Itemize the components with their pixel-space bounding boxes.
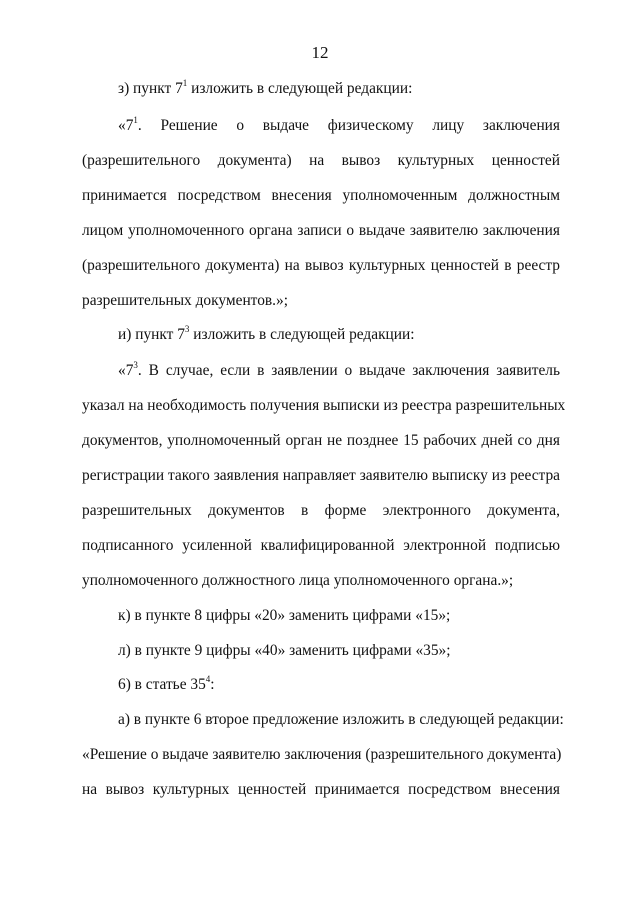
text-line: документов, уполномоченный орган не позднее 15 рабочих дней со дня bbox=[82, 432, 560, 449]
text-line: а) в пункте 6 второе предложение изложить в следующей редакции: bbox=[118, 711, 564, 728]
text-line: лицом уполномоченного органа записи о выдаче заявителю заключения bbox=[82, 222, 560, 239]
text-line: л) в пункте 9 цифры «40» заменить цифрами «35»; bbox=[118, 642, 451, 659]
text-line: «$7^3$. В случае, если в заявлении о выдаче заключения заявитель bbox=[118, 360, 560, 379]
text-line: уполномоченного должностного лица уполномоченного органа.»; bbox=[82, 572, 514, 589]
text-line: к) в пункте 8 цифры «20» заменить цифрами «15»; bbox=[118, 607, 451, 624]
text-line: указал на необходимость получения выписки из реестра разрешительных bbox=[82, 397, 566, 414]
text-line: принимается посредством внесения уполномоченным должностным bbox=[82, 187, 560, 204]
text-line: «$7^1$. Решение о выдаче физическому лицу заключения bbox=[118, 115, 560, 134]
text-line: «Решение о выдаче заявителю заключения (разрешительного документа) bbox=[82, 746, 562, 763]
text-line: подписанного усиленной квалифицированной электронной подписью bbox=[82, 537, 560, 554]
text-line: и) пункт $7^3$ изложить в следующей редакции: bbox=[118, 324, 415, 343]
text-line: з) пункт $7^1$ изложить в следующей редакции: bbox=[118, 78, 413, 97]
text-line: на вывоз культурных ценностей принимается посредством внесения bbox=[82, 781, 560, 798]
text-line: (разрешительного документа) на вывоз культурных ценностей bbox=[82, 152, 560, 169]
text-line: (разрешительного документа) на вывоз культурных ценностей в реестр bbox=[82, 257, 560, 274]
text-line: регистрации такого заявления направляет заявителю выписку из реестра bbox=[82, 467, 560, 484]
text-line: разрешительных документов в форме электронного документа, bbox=[82, 502, 560, 519]
page-number: 12 bbox=[311, 43, 329, 62]
text-line: разрешительных документов.»; bbox=[82, 292, 288, 309]
text-line: 6) в статье $35^4$: bbox=[118, 674, 215, 693]
